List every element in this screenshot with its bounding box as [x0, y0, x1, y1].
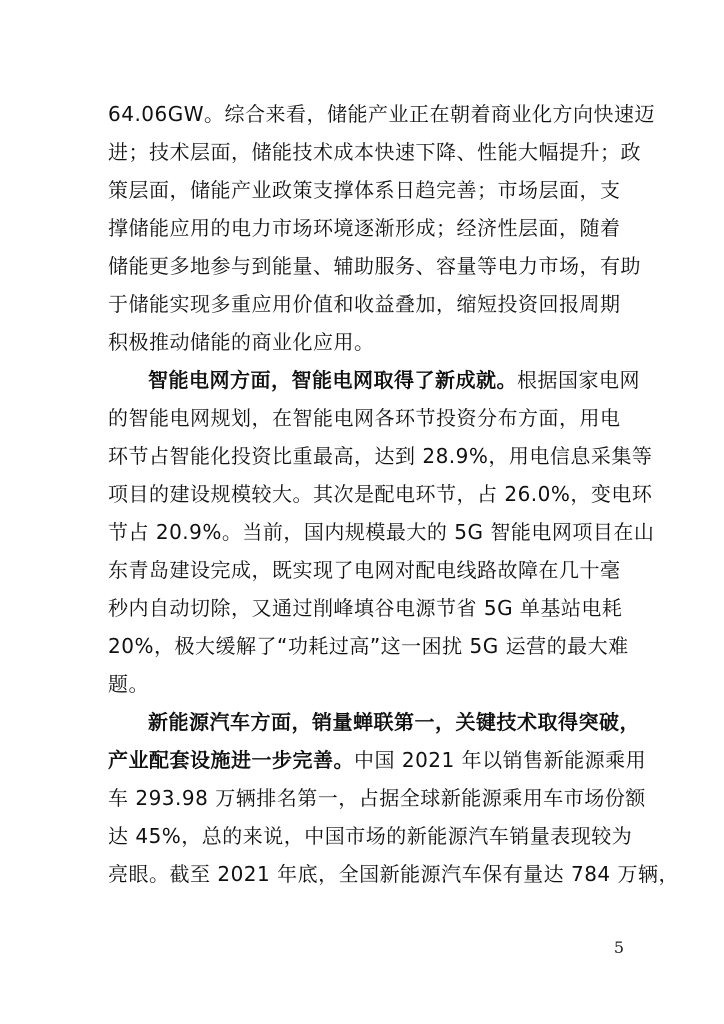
text-line: 积极推动储能的商业化应用。 [108, 330, 375, 354]
page-number: 5 [613, 938, 624, 957]
text-line: 亮眼。截至 2021 年底，全国新能源汽车保有量达 784 万辆， [108, 862, 680, 886]
text-line: 节占 20.9%。当前，国内规模最大的 5G 智能电网项目在山 [108, 520, 655, 544]
text-line: 于储能实现多重应用价值和收益叠加，缩短投资回报周期 [108, 292, 621, 316]
text-line: 题。 [108, 672, 149, 696]
text-line: 环节占智能化投资比重最高，达到 28.9%，用电信息采集等 [108, 444, 653, 468]
text-line: 撑储能应用的电力市场环境逐渐形成；经济性层面，随着 [108, 216, 621, 240]
text-line: 车 293.98 万辆排名第一，占据全球新能源乘用车市场份额 [108, 786, 646, 810]
text-line: 东青岛建设完成，既实现了电网对配电线路故障在几十毫 [108, 558, 621, 582]
text-line: 策层面，储能产业政策支撑体系日趋完善；市场层面，支 [108, 178, 621, 202]
text-line: 20%，极大缓解了“功耗过高”这一困扰 5G 运营的最大难 [108, 634, 629, 658]
paragraph-heading: 新能源汽车方面，销量蝉联第一，关键技术取得突破， [148, 710, 640, 734]
text-line: 的智能电网规划，在智能电网各环节投资分布方面，用电 [108, 406, 621, 430]
text-line [108, 361, 640, 399]
text-run: 根据国家电网 [517, 368, 640, 392]
text-run: 中国 2021 年以销售新能源乘用 [354, 748, 647, 772]
text-line: 64.06GW。综合来看，储能产业正在朝着商业化方向快速迈 [108, 102, 656, 126]
text-line [108, 741, 647, 779]
paragraph-new-energy-vehicles [108, 703, 680, 893]
paragraph-smart-grid [108, 361, 655, 703]
body-text [108, 95, 680, 893]
text-line: 进；技术层面，储能技术成本快速下降、性能大幅提升；政 [108, 140, 641, 164]
text-line: 秒内自动切除，又通过削峰填谷电源节省 5G 单基站电耗 [108, 596, 623, 620]
paragraph-heading-continued: 产业配套设施进一步完善。 [108, 748, 354, 772]
paragraph-energy-storage [108, 95, 656, 361]
text-line: 项目的建设规模较大。其次是配电环节，占 26.0%，变电环 [108, 482, 653, 506]
text-line: 达 45%，总的来说，中国市场的新能源汽车销量表现较为 [108, 824, 633, 848]
paragraph-heading: 智能电网方面，智能电网取得了新成就。 [148, 368, 517, 392]
text-line: 储能更多地参与到能量、辅助服务、容量等电力市场，有助 [108, 254, 641, 278]
